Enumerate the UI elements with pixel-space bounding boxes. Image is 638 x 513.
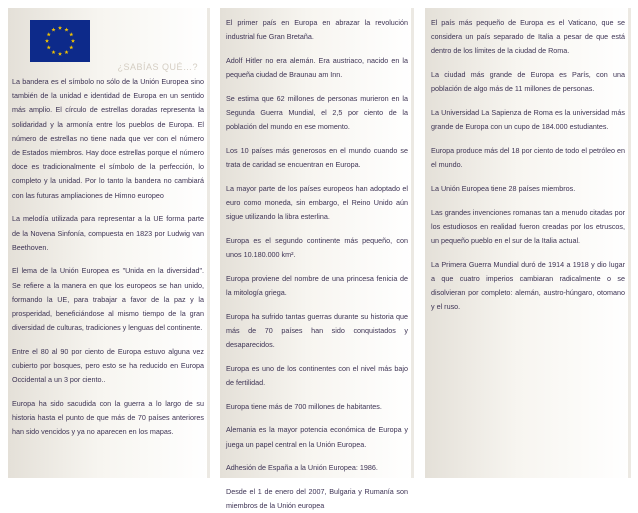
star-icon	[45, 39, 49, 43]
paragraph: Desde el 1 de enero del 2007, Bulgaria y Rumanía son miembros de la Unión europea	[226, 487, 408, 511]
paragraph: La Unión Europea tiene 28 países miembros.	[431, 183, 576, 193]
column-left	[8, 8, 210, 478]
star-icon	[51, 28, 55, 32]
column-middle-text	[226, 16, 408, 513]
column-left-text	[12, 75, 204, 440]
star-icon	[51, 50, 55, 54]
star-icon	[71, 39, 75, 43]
paragraph: Las grandes invenciones romanas tan a menudo citadas por los estudiosos en realidad fueron creadas por los etruscos, un pequeño pueblo en el sur de la Italia actual.	[431, 207, 625, 245]
paragraph: Se estima que 62 millones de personas murieron en la Segunda Guerra Mundial, el 2,5 por ciento de la población del mundo en ese momento.	[226, 93, 408, 132]
paragraph: Europa es uno de los continentes con el nivel más bajo de fertilidad.	[226, 363, 408, 388]
eu-flag-icon	[30, 20, 90, 62]
star-icon	[58, 26, 62, 30]
paragraph: El lema de la Unión Europea es "Unida en la diversidad". Se refiere a la manera en que los europeos se han unido, formando la UE, para trabajar a favor de la paz y la prosperidad, beneficiándose al mismo tiempo de la gran diversidad de culturas, tradiciones y lenguas del continente.	[12, 266, 204, 333]
paragraph: Adhesión de España a la Unión Europea: 1986.	[226, 463, 378, 473]
paragraph: Europa produce más del 18 por ciento de todo el petróleo en el mundo.	[431, 145, 625, 170]
star-icon	[64, 50, 68, 54]
star-icon	[58, 52, 62, 56]
eu-flag-stars	[30, 20, 90, 62]
paragraph: Europa es el segundo continente más pequeño, con unos 10.180.000 km².	[226, 235, 408, 260]
star-icon	[47, 32, 51, 36]
paragraph: La melodía utilizada para representar a la UE forma parte de la Novena Sinfonía, compuesta en 1823 por Ludwig van Beethoven.	[12, 214, 204, 252]
paragraph: La bandera es el símbolo no sólo de la Unión Europea sino también de la unidad e identidad de Europa en un sentido más amplio. El círculo de estrellas doradas representa la solidaridad y la armonía entre los pueblos de Europa. El número de estrellas no tiene nada que ver con el número de Estados miembros. Hay doce estrellas porque el número doce es tradicionalmente el símbolo de la perfección, lo completo y la unidad. Por lo tanto la bandera no cambiará con las futuras ampliaciones de Himno europeo	[12, 77, 204, 200]
paragraph: La Primera Guerra Mundial duró de 1914 a 1918 y dio lugar a que cuatro imperios cambiaran radicalmente o se disolvieran por completo: alemán, austro-húngaro, otomano y el ruso.	[431, 259, 625, 312]
paragraph: La ciudad más grande de Europa es París, con una población de algo más de 11 millones de personas.	[431, 70, 625, 94]
paragraph: El país más pequeño de Europa es el Vaticano, que se considera un país separado de Italia a pesar de que está dentro de los límites de la ciudad de Roma.	[431, 18, 625, 56]
paragraph: Entre el 80 al 90 por ciento de Europa estuvo alguna vez cubierto por bosques, pero esto se ha reducido en Europa Occidental a un 3 por ciento..	[12, 346, 204, 385]
star-icon	[47, 45, 51, 49]
heading-sabias-que: ¿SABÍAS QUÉ…?	[117, 62, 198, 72]
paragraph: Europa tiene más de 700 millones de habitantes.	[226, 401, 382, 411]
star-icon	[69, 45, 73, 49]
paragraph: Europa proviene del nombre de una princesa fenicia de la mitología griega.	[226, 273, 408, 298]
column-middle	[220, 8, 414, 511]
star-icon	[69, 32, 73, 36]
paragraph: El primer país en Europa en abrazar la revolución industrial fue Gran Bretaña.	[226, 18, 408, 42]
paragraph: Adolf Hitler no era alemán. Era austriaco, nacido en la pequeña ciudad de Braunau am Inn.	[226, 55, 408, 80]
paragraph: Los 10 países más generosos en el mundo cuando se trata de caridad se encuentran en Europa.	[226, 145, 408, 170]
paragraph: La Universidad La Sapienza de Roma es la universidad más grande de Europa con un cupo de 184.000 estudiantes.	[431, 108, 625, 132]
paragraph: La mayor parte de los países europeos han adoptado el euro como moneda, sin embargo, el Reino Unido aún sigue utilizando la libra esterlina.	[226, 183, 408, 222]
column-right-text	[431, 16, 625, 314]
column-right	[425, 8, 631, 478]
paragraph: Europa ha sido sacudida con la guerra a lo largo de su historia hasta el punto de que más de 70 países anteriores han sido vencidos y ya no aparecen en los mapas.	[12, 399, 204, 437]
paragraph: Alemania es la mayor potencia económica de Europa y juega un papel central en la Unión Europea.	[226, 425, 408, 449]
paragraph: Europa ha sufrido tantas guerras durante su historia que más de 70 países han sido conquistados y desaparecidos.	[226, 311, 408, 350]
star-icon	[64, 28, 68, 32]
